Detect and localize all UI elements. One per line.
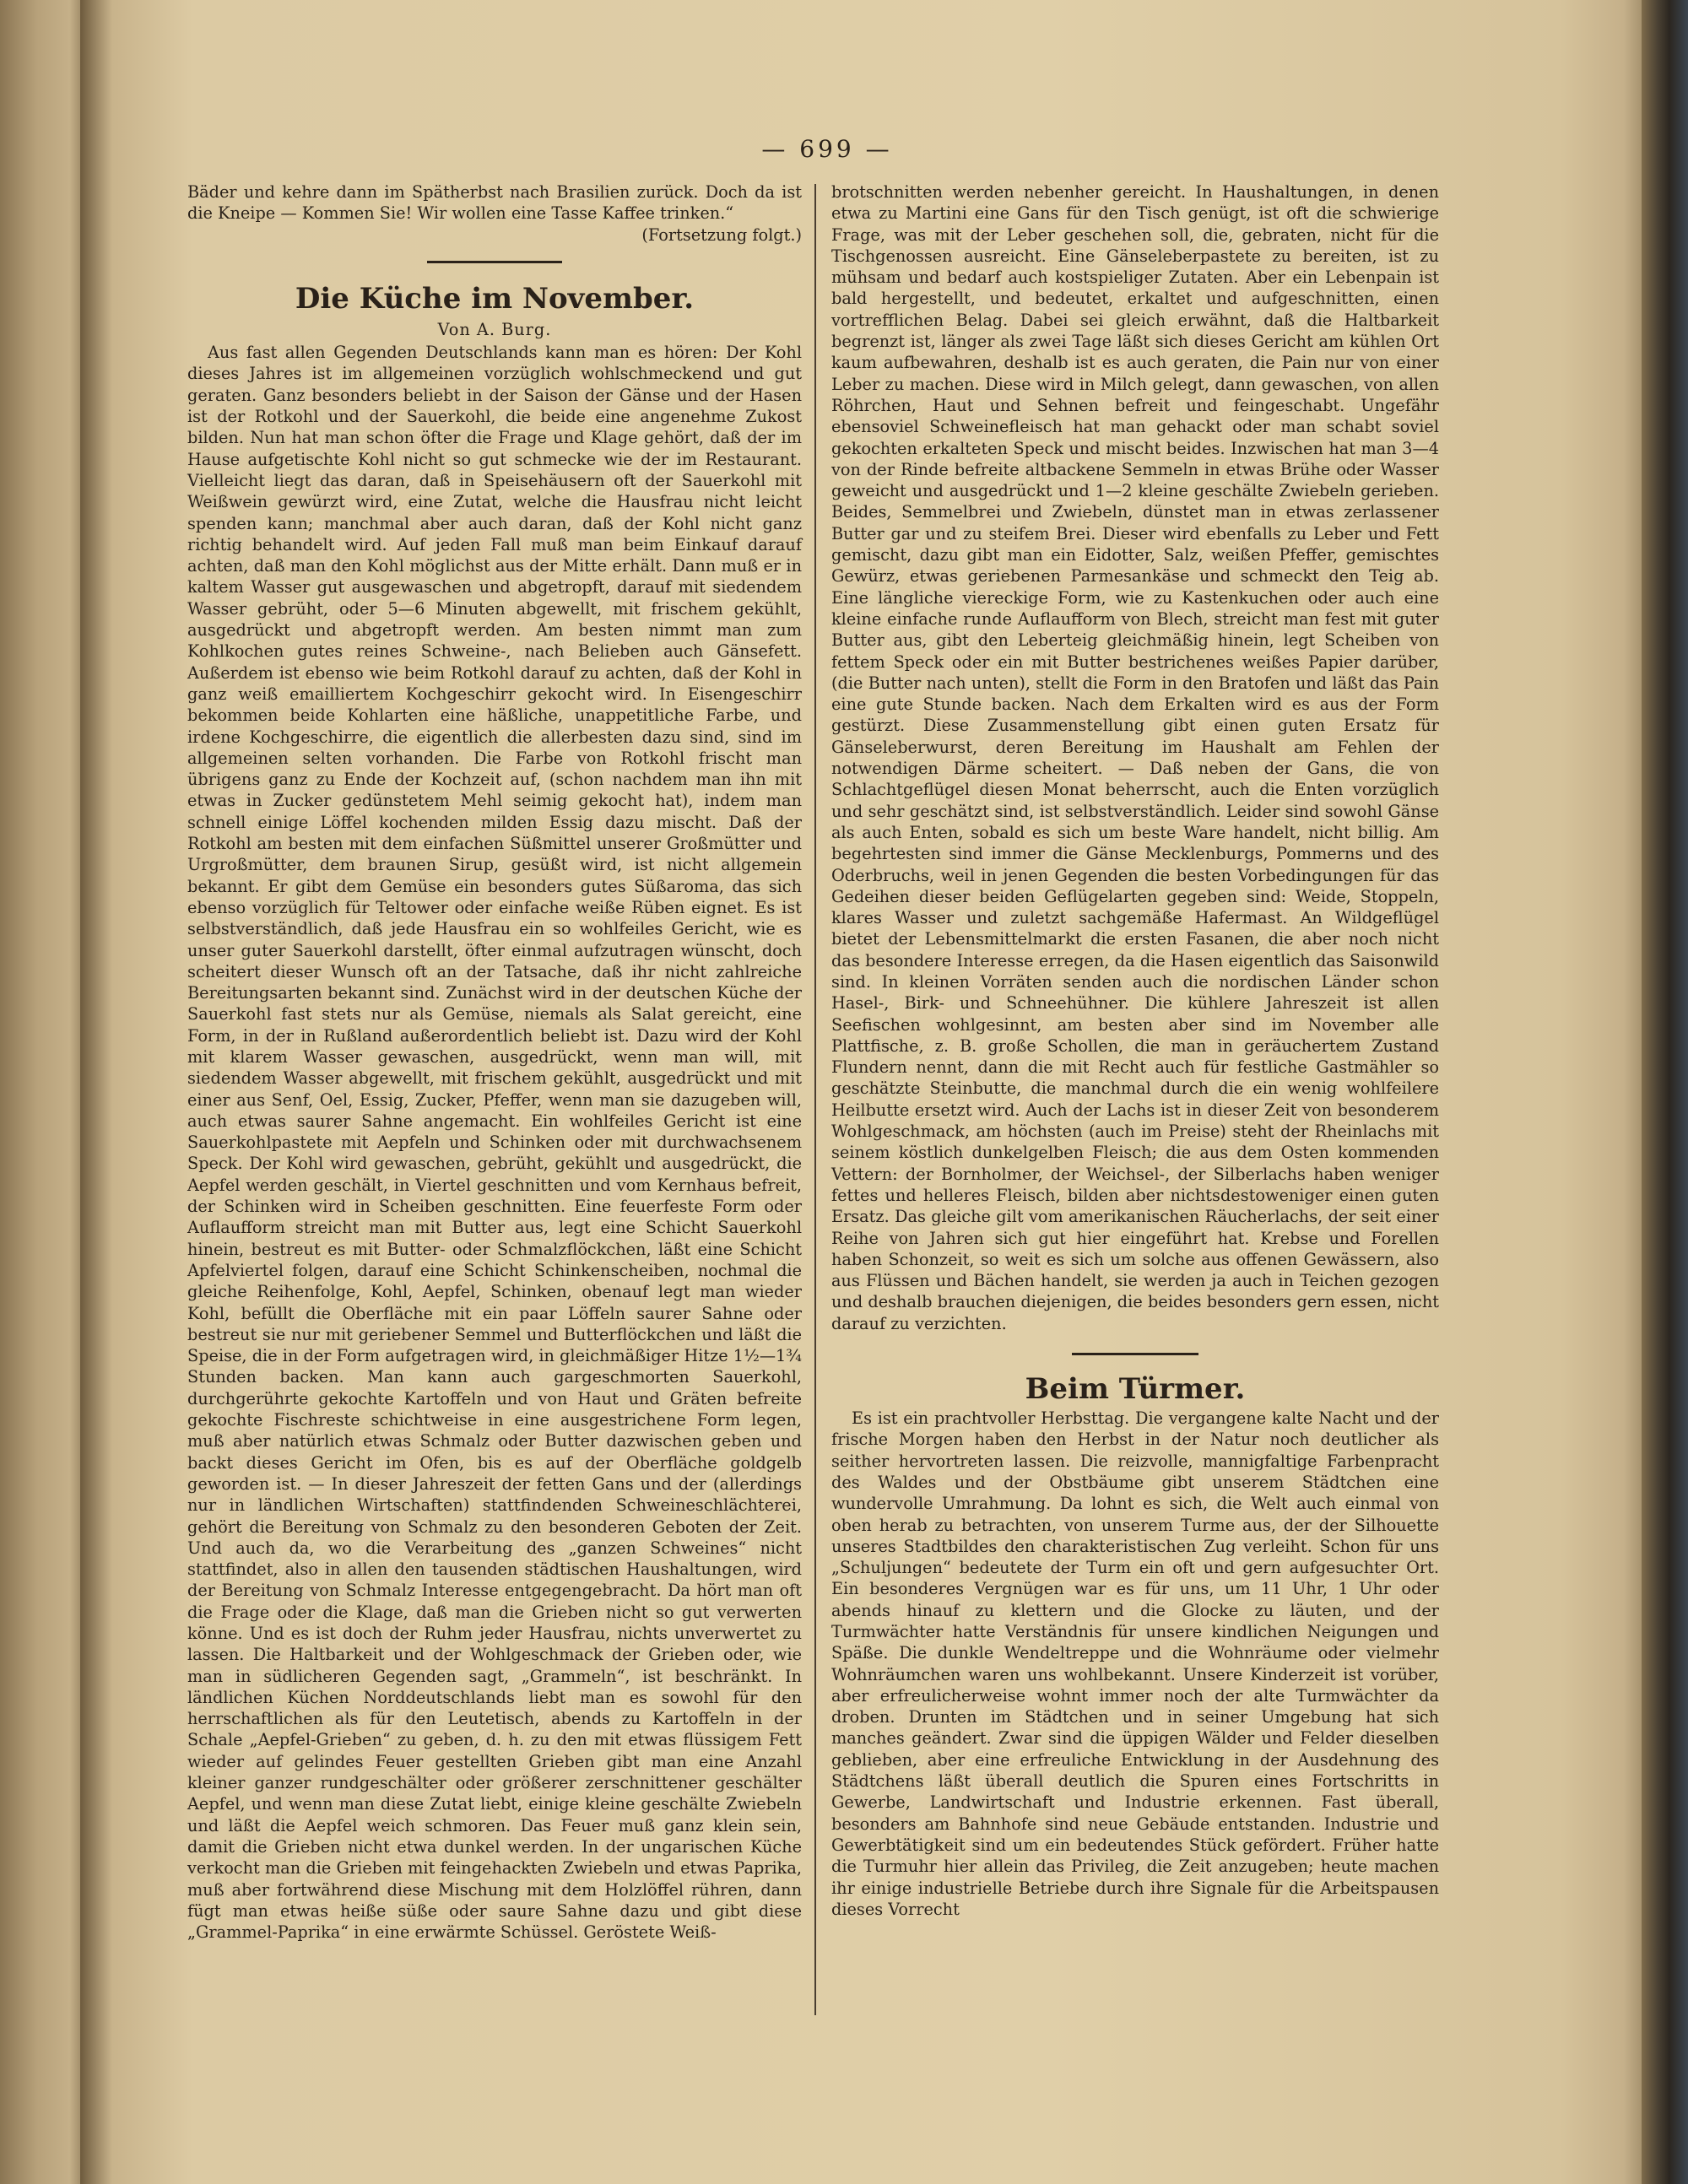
page-number: — 699 — <box>761 135 893 163</box>
left-column <box>187 181 802 1943</box>
section-divider <box>427 261 562 263</box>
column-rule <box>814 184 816 2015</box>
article-paragraph: brotschnitten werden nebenher gereicht. In Haushaltungen, in denen etwa zu Martini eine Gans für den Tisch genügt, ist oft die schwierige Frage, was mit der Leber geschehen soll, die, gebraten, nicht für die Tischgenossen ausreicht. Eine Gänseleberpastete zu bereiten, ist zu mühsam und bedarf auch kostspieliger Zutaten. Aber ein Lebenpain ist bald hergestellt, und bedeutet, erkaltet und aufgeschnitten, einen vortrefflichen Belag. Dabei sei gleich erwähnt, daß die Haltbarkeit begrenzt ist, länger als zwei Tage läßt sich dieses Gericht am kühlen Ort kaum aufbewahren, deshalb ist es auch geraten, die Pain nur von einer Leber zu machen. Diese wird in Milch gelegt, dann gewaschen, von allen Röhrchen, Haut und Sehnen befreit und feingeschabt. Ungefähr ebensoviel Schweinefleisch hat man gehackt oder man schabt soviel gekochten erkalteten Speck und mischt beides. Inzwischen hat man 3—4 von der Rinde befreite altbackene Semmeln in etwas Brühe oder Wasser geweicht und ausgedrückt und 1—2 kleine geschälte Zwiebeln gerieben. Beides, Semmelbrei und Zwiebeln, dünstet man in etwas zerlassener Butter gar und zu steifem Brei. Dieser wird ebenfalls zu Leber und Fett gemischt, dazu gibt man ein Eidotter, Salz, weißen Pfeffer, gemischtes Gewürz, etwas geriebenen Parmesankäse und schmeckt den Teig ab. Eine längliche viereckige Form, wie zu Kastenkuchen oder auch eine kleine einfache runde Auflaufform von Blech, streicht man fest mit guter Butter aus, gibt den Leberteig gleichmäßig hinein, legt Scheiben von fettem Speck oder ein mit Butter bestrichenes weißes Papier darüber, (die Butter nach unten), stellt die Form in den Bratofen und läßt das Pain eine gute Stunde backen. Nach dem Erkalten wird es aus der Form gestürzt. Diese Zusammenstellung gibt einen guten Ersatz für Gänseleberwurst, deren Bereitung im Haushalt am Fehlen der notwendigen Därme scheitert. — Daß neben der Gans, die von Schlachtgeflügel diesen Monat beherrscht, auch die Enten vorzüglich und sehr geschätzt sind, ist selbstverständlich. Leider sind sowohl Gänse als auch Enten, sobald es sich um beste Ware handelt, nicht billig. Am begehrtesten sind immer die Gänse Mecklenburgs, Pommerns und des Oderbruchs, weil in jenen Gegenden die besten Vorbedingungen für das Gedeihen dieser beiden Geflügelarten gegeben sind: Weide, Stoppeln, klares Wasser und zuletzt sachgemäße Hafermast. An Wildgeflügel bietet der Lebensmittelmarkt die ersten Fasanen, die aber noch nicht das besondere Interesse erregen, da die Hasen eigentlich das Saisonwild sind. In kleinen Vorräten senden auch die nordischen Länder schon Hasel-, Birk- und Schneehühner. Die kühlere Jahreszeit ist allen Seefischen wohlgesinnt, am besten aber sind im November alle Plattfische, z. B. große Schollen, die man in geräuchertem Zustand Flundern nennt, dann die mit Recht auch für festliche Gastmähler so geschätzte Steinbutte, die manchmal durch die ein wenig wohlfeilere Heilbutte ersetzt wird. Auch der Lachs ist in dieser Zeit von besonderem Wohlgeschmack, am höchsten (auch im Preise) steht der Rheinlachs mit seinem köstlich dunkelgelben Fleisch; die aus dem Osten kommenden Vettern: der Bornholmer, der Weichsel-, der Silberlachs haben weniger fettes und helleres Fleisch, bilden aber nichtsdestoweniger einen guten Ersatz. Das gleiche gilt vom amerikanischen Räucherlachs, der seit einer Reihe von Jahren sich gut hier eingeführt hat. Krebse und Forellen haben Schonzeit, so weit es sich um solche aus offenen Gewässern, also aus Flüssen und Bächen handelt, sie werden ja auch in Teichen gezogen und deshalb brauchen diejenigen, die beides besonders gern essen, nicht darauf zu verzichten. <box>831 182 1439 1333</box>
article-title: Die Küche im November. <box>295 281 695 316</box>
article-title: Beim Türmer. <box>1025 1372 1246 1407</box>
section-divider <box>1072 1353 1198 1355</box>
previous-page-edge <box>0 0 93 2184</box>
article-byline: Von A. Burg. <box>437 319 552 339</box>
book-binding <box>1642 0 1688 2184</box>
story-ending: Bäder und kehre dann im Spätherbst nach Brasilien zurück. Doch da ist die Kneipe — Kommen Sie! Wir wollen eine Tasse Kaffee trinken.“ <box>187 182 802 224</box>
article-paragraph: Aus fast allen Gegenden Deutschlands kann man es hören: Der Kohl dieses Jahres ist im allgemeinen vorzüglich wohlschmeckend und gut geraten. Ganz besonders beliebt in der Saison der Gänse und der Hasen ist der Rotkohl und der Sauerkohl, die beide eine angenehme Zukost bilden. Nun hat man schon öfter die Frage und Klage gehört, daß der im Hause aufgetischte Kohl nicht so gut schmecke wie der im Restaurant. Vielleicht liegt das daran, daß in Speisehäusern oft der Sauerkohl mit Weißwein gewürzt wird, eine Zutat, welche die Hausfrau nicht leicht spenden kann; manchmal aber auch daran, daß der Kohl nicht ganz richtig behandelt wird. Auf jeden Fall muß man beim Einkauf darauf achten, daß man den Kohl möglichst aus der Mitte erhält. Dann muß er in kaltem Wasser gut ausgewaschen und abgetropft, darauf mit siedendem Wasser gebrüht, oder 5—6 Minuten abgewellt, mit frischem gekühlt, ausgedrückt und abgetropft werden. Am besten nimmt man zum Kohlkochen gutes reines Schweine-, nach Belieben auch Gänsefett. Außerdem ist ebenso wie beim Rotkohl darauf zu achten, daß der Kohl in ganz weiß emailliertem Kochgeschirr gekocht wird. In Eisengeschirr bekommen beide Kohlarten eine häßliche, unappetitliche Farbe, und irdene Kochgeschirre, die eigentlich die allerbesten dazu sind, sind im allgemeinen selten vorhanden. Die Farbe von Rotkohl frischt man übrigens ganz zu Ende der Kochzeit auf, (schon nachdem man ihn mit etwas in Zucker gedünstetem Mehl seimig gekocht hat), indem man schnell einige Löffel kochenden milden Essig dazu mischt. Daß der Rotkohl am besten mit dem einfachen Süßmittel unserer Großmütter und Urgroßmütter, dem braunen Sirup, gesüßt wird, ist nicht allgemein bekannt. Er gibt dem Gemüse ein besonders gutes Süßaroma, das sich ebenso vorzüglich für Teltower oder einfache weiße Rüben eignet. Es ist selbstverständlich, daß jede Hausfrau ein so wohlfeiles Gericht, wie es unser guter Sauerkohl darstellt, öfter einmal aufzutragen wünscht, doch scheitert dieser Wunsch oft an der Tatsache, daß ihr nicht zahlreiche Bereitungsarten bekannt sind. Zunächst wird in der deutschen Küche der Sauerkohl fast stets nur als Gemüse, niemals als Salat gereicht, eine Form, in der in Rußland außerordentlich beliebt ist. Dazu wird der Kohl mit klarem Wasser gewaschen, ausgedrückt, wenn man will, mit siedendem Wasser abgewellt, mit frischem gekühlt, ausgedrückt und mit einer aus Senf, Oel, Essig, Zucker, Pfeffer, wenn man sie dazugeben will, auch etwas saurer Sahne angemacht. Ein wohlfeiles Gericht ist eine Sauerkohlpastete mit Aepfeln und Schinken oder mit durchwachsenem Speck. Der Kohl wird gewaschen, gebrüht, gekühlt und ausgedrückt, die Aepfel werden geschält, in Viertel geschnitten und vom Kernhaus befreit, der Schinken wird in Scheiben geschnitten. Eine feuerfeste Form oder Auflaufform streicht man mit Butter aus, legt eine Schicht Sauerkohl hinein, bestreut es mit Butter- oder Schmalzflöckchen, läßt eine Schicht Apfelviertel folgen, darauf eine Schicht Schinkenscheiben, nochmal die gleiche Reihenfolge, Kohl, Aepfel, Schinken, obenauf legt man wieder Kohl, befüllt die Oberfläche mit ein paar Löffeln saurer Sahne oder bestreut sie nur mit geriebener Semmel und Butterflöckchen und läßt die Speise, die in der Form aufgetragen wird, in gleichmäßiger Hitze 1½—1¾ Stunden backen. Man kann auch gargeschmorten Sauerkohl, durchgerührte gekochte Kartoffeln und von Haut und Gräten befreite gekochte Fischreste schichtweise in eine ausgestrichene Form legen, muß aber natürlich etwas Schmalz oder Butter dazwischen geben und backt dieses Gericht im Ofen, bis es auf der Oberfläche goldgelb geworden ist. — In dieser Jahreszeit der fetten Gans und der (allerdings nur in ländlichen Wirtschaften) stattfindenden Schweineschlächterei, gehört die Bereitung von Schmalz zu den besonderen Geboten der Zeit. Und auch da, wo die Verarbeitung des „ganzen Schweines“ nicht stattfindet, also in allen den tausenden städtischen Haushaltungen, wird der Bereitung von Schmalz Interesse entgegengebracht. Da hört man oft die Frage oder die Klage, daß man die Grieben nicht so gut verwerten könne. Und es ist doch der Ruhm jeder Hausfrau, nichts unverwertet zu lassen. Die Haltbarkeit und der Wohlgeschmack der Grieben oder, wie man in südlicheren Gegenden sagt, „Grammeln“, ist beschränkt. In ländlichen Küchen Norddeutschlands liebt man es sowohl für den herrschaftlichen als für den Leutetisch, abends zu Kartoffeln in der Schale „Aepfel-Grieben“ zu geben, d. h. zu den mit etwas flüssigem Fett wieder auf gelindes Feuer gestellten Grieben gibt man eine Anzahl kleiner ganzer rundgeschälter oder größerer zerschnittener geschälter Aepfel, und wenn man diese Zutat liebt, einige kleine geschälte Zwiebeln und läßt die Aepfel weich schmoren. Das Feuer muß ganz klein sein, damit die Grieben nicht etwa dunkel werden. In der ungarischen Küche verkocht man die Grieben mit feingehackten Zwiebeln und etwas Paprika, muß aber fortwährend diese Mischung mit dem Holzlöffel rühren, dann fügt man etwas heiße süße oder saure Sahne dazu und gibt diese „Grammel-Paprika“ in eine erwärmte Schüssel. Geröstete Weiß- <box>187 343 802 1943</box>
continued-note: (Fortsetzung folgt.) <box>641 224 802 245</box>
right-column <box>831 181 1439 1920</box>
article-paragraph: Es ist ein prachtvoller Herbsttag. Die vergangene kalte Nacht und der frische Morgen haben den Herbst in der Natur noch deutlicher als seither hervortreten lassen. Die reizvolle, mannigfaltige Farbenpracht des Waldes und der Obstbäume gibt unserem Städtchen eine wundervolle Umrahmung. Da lohnt es sich, die Welt auch einmal von oben herab zu betrachten, von unserem Turme aus, der der Silhouette unseres Stadtbildes den charakteristischen Zug verleiht. Schon für uns „Schuljungen“ bedeutete der Turm ein oft und gern aufgesuchter Ort. Ein besonderes Vergnügen war es für uns, um 11 Uhr, 1 Uhr oder abends hinauf zu klettern und die Glocke zu läuten, und der Turmwächter hatte Verständnis für unsere kindlichen Neigungen und Späße. Die dunkle Wendeltreppe und die Wohnräume oder vielmehr Wohnräumchen waren uns wohlbekannt. Unsere Kinderzeit ist vorüber, aber erfreulicherweise wohnt immer noch der alte Turmwächter da droben. Drunten im Städtchen und in seiner Umgebung hat sich manches geändert. Zwar sind die üppigen Wälder und Felder dieselben geblieben, aber eine erfreuliche Entwicklung in der Ausdehnung des Städtchens läßt überall deutlich die Spuren eines Fortschritts in Gewerbe, Landwirtschaft und Industrie erkennen. Fast überall, besonders am Bahnhofe sind neue Gebäude entstanden. Industrie und Gewerbtätigkeit sind um ein bedeutendes Stück gefördert. Früher hatte die Turmuhr hier allein das Privileg, die Zeit anzugeben; heute machen ihr einige industrielle Betriebe durch ihre Signale für die Arbeitspausen dieses Vorrecht <box>831 1408 1439 1919</box>
